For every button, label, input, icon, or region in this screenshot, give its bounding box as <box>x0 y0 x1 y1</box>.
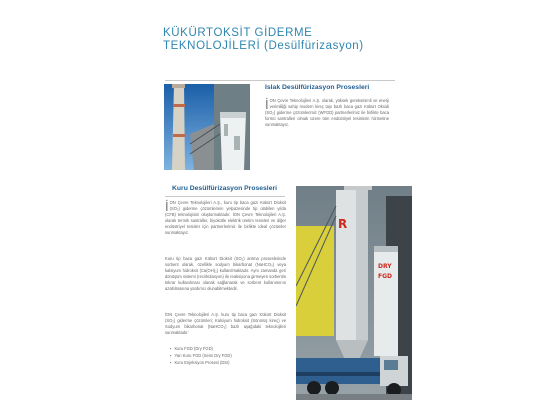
dry-fgd-paragraph-3: İON Çevre Teknolojileri A.Ş. kuru tip baca gazı Kükürt Dioksit (SO₂) giderme çözümleri; Kalsiyum hidroksit (Sönmüş kireç) ve Sodyum bikarbonat (NaHCO₃) bazlı aşağıdaki teknolojileri sunmaktadır: <box>165 312 286 335</box>
divider <box>165 196 285 197</box>
wet-fgd-text: ON Çevre Teknolojileri A.Ş. olarak, yüksek gereksinimli ve enerji verimliliği sahip modern kireç taşı bazlı baca gazı Kükürt Oksidi (SO₂) giderme çözümlerimiz (WFGD) partnerlerimiz ile birlikte baca formü santralleri olmak üzere tüm endüstriyel tesislerin hizmetine sunmaktayız. <box>265 98 389 127</box>
dry-fgd-text-1: ON Çevre Teknolojileri A.Ş., kuru tip baca gazı Kükürt Dioksit (SO₂) giderme çözümlerinin yelpazesinde tip olabilen yılda (CFB) teknolojisini oluşturmaktadır. İON Çevre Teknolojileri A.Ş. olarak termik santraller, biyokütle elektrik üretim tesisleri ve diğer endüstriyel tesisler için partnerlerimiz ile birlikte ideal çözümler sunmaktayız. <box>165 200 286 235</box>
dropcap: İ <box>165 199 169 214</box>
list-item: ▪ Kuru Enjeksiyon Prosesi (DSI) <box>170 359 232 366</box>
svg-text:R: R <box>338 217 348 231</box>
svg-text:DRY: DRY <box>378 263 392 270</box>
dry-fgd-paragraph-2: Kuru tip baca gazı Kükürt Dioksit (SO₂) arıtma proseslerinde sorbent olarak, özellikle sodyum bikarbonat (NaHCO₃) veya kalsiyum hidroksit (Ca(OH)₂) kullanılmaktadır. Aynı zamanda geri dönüşüm sistemi (recirkülasyon) ile reaksiyona girmeyen sorbentin tekrar kullanılması olanak sağlanarak ve sorbent kullanımının azaltılmasına yardımcı olunabilmektedir. <box>165 256 286 291</box>
divider <box>165 80 395 81</box>
technology-list <box>170 345 232 366</box>
page-title <box>163 27 364 53</box>
page-title-line1: KÜKÜRTOKSİT GİDERME <box>163 27 313 39</box>
wet-fgd-paragraph <box>265 98 389 128</box>
list-item: ▪ Kuru FGD (Dry FGD) <box>170 345 232 352</box>
dry-fgd-heading: Kuru Desülfürizasyon Prosesleri <box>172 185 278 192</box>
dry-fgd-paragraph-1 <box>165 200 286 236</box>
page-title-line2: TEKNOLOJİLERİ (Desülfürizasyon) <box>163 40 364 52</box>
svg-text:FGD: FGD <box>378 273 393 280</box>
dropcap: İ <box>265 97 269 112</box>
list-item: ▪ Yarı Kuru FGD (Semi Dry FGD) <box>170 352 232 359</box>
dry-fgd-silo-truck-image <box>296 186 412 400</box>
wet-fgd-heading: Islak Desülfürizasyon Prosesleri <box>265 84 370 91</box>
power-plant-chimney-image <box>164 84 250 170</box>
